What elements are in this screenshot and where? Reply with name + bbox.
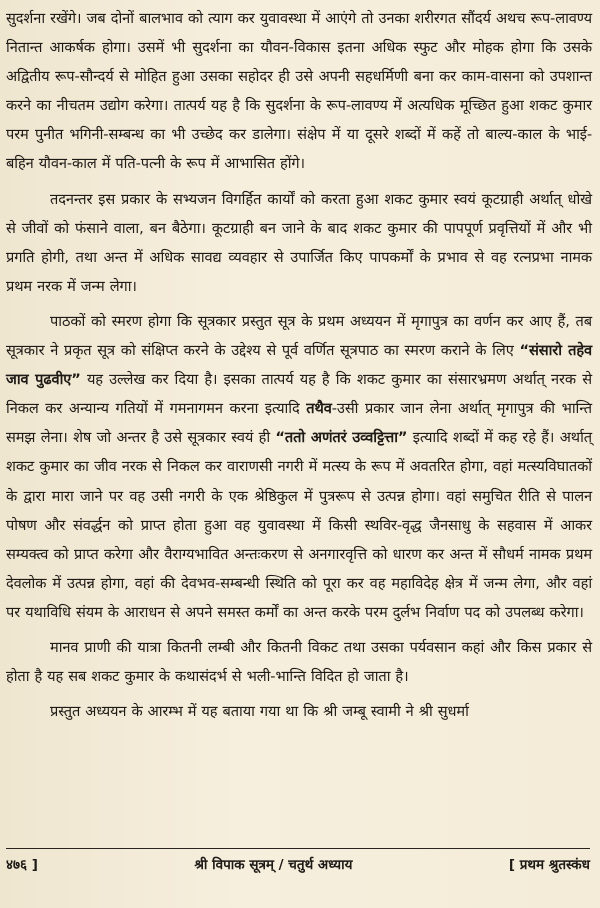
section-label: [ प्रथम श्रुतस्कंध [508, 857, 590, 873]
paragraph-5 [6, 697, 592, 726]
page-number: ४७६ ] [6, 857, 38, 873]
running-title: श्री विपाक सूत्रम् / चतुर्थ अध्याय [194, 857, 353, 873]
paragraph-3 [6, 307, 592, 627]
bold-text-segment: “संसारो तहेव जाव पुढवीए” [6, 342, 592, 389]
page-footer [6, 848, 590, 873]
text-segment: इत्यादि शब्दों में कह रहे हैं। अर्थात् शकट कुमार का जीव नरक से निकल कर वाराणसी नगरी में मत्स्य के रूप में अवतरित होगा, वहां मत्स्यविघातकों के द्वारा मारा जाने पर वह उसी नगरी के एक श्रेष्ठिकुल में पुत्ररूप से उत्पन्न होगा। वहां समुचित रीति से पालन पोषण और संवर्द्धन को प्राप्त होता हुआ वह युवावस्था में किसी स्थविर-वृद्ध जैनसाधु के सहवास में आकर सम्यक्त्व को प्राप्त करेगा और वैराग्यभावित अन्तःकरण से अनगारवृत्ति को धारण कर अन्त में सौधर्म नामक प्रथम देवलोक में उत्पन्न होगा, वहां की देवभव-सम्बन्धी स्थिति को पूरा कर वह महाविदेह क्षेत्र में जन्म लेगा, और वहां पर यथाविधि संयम के आराधन से अपने समस्त कर्मों का अन्त करके परम दुर्लभ निर्वाण पद को उपलब्ध करेगा। [6, 429, 592, 621]
text-segment: सुदर्शना रखेंगे। जब दोनों बालभाव को त्याग कर युवावस्था में आएंगे तो उनका शरीरगत सौंदर्य अथच रूप-लावण्य नितान्त आकर्षक होगा। उसमें भी सुदर्शना का यौवन-विकास इतना अधिक स्फुट और मोहक होगा कि उसके अद्वितीय रूप-सौन्दर्य से मोहित हुआ उसका सहोदर ही उसे अपनी सहधर्मिणी बना कर काम-वासना को उपशान्त करने का नीचतम उद्योग करेगा। तात्पर्य यह है कि सुदर्शना के रूप-लावण्य में अत्यधिक मूच्छित हुआ शकट कुमार परम पुनीत भगिनी-सम्बन्ध का भी उच्छेद कर डालेगा। संक्षेप में या दूसरे शब्दों में कहें तो बाल्य-काल के भाई-बहिन यौवन-काल में पति-पत्नी के रूप में आभासित होंगे। [6, 10, 592, 173]
bold-text-segment: तथैव [306, 400, 332, 418]
bold-text-segment: “ततो अणंतरं उव्वट्टित्ता” [275, 429, 408, 447]
text-segment: -उसी प्रकार जान लेना अर्थात् मृगापुत्र की भान्ति समझ लेना। शेष जो अन्तर है उसे सूत्रकार स्वयं ही [6, 400, 593, 447]
paragraph-2 [6, 185, 592, 301]
text-segment: मानव प्राणी की यात्रा कितनी लम्बी और कितनी विकट तथा उसका पर्यवसान कहां और किस प्रकार से होता है यह सब शकट कुमार के कथासंदर्भ से भली-भान्ति विदित हो जाता है। [6, 638, 592, 686]
paragraph-1 [6, 4, 592, 179]
text-segment: प्रस्तुत अध्ययन के आरम्भ में यह बताया गया था कि श्री जम्बू स्वामी ने श्री सुधर्मा [50, 703, 469, 721]
paragraph-4 [6, 633, 592, 691]
text-segment: पाठकों को स्मरण होगा कि सूत्रकार प्रस्तुत सूत्र के प्रथम अध्ययन में मृगापुत्र का वर्णन कर आए हैं, तब सूत्रकार ने प्रकृत सूत्र को संक्षिप्त करने के उद्देश्य से पूर्व वर्णित सूत्रपाठ का स्मरण कराने के लिए [6, 312, 592, 360]
body-text [6, 4, 592, 726]
text-segment: तदनन्तर इस प्रकार के सभ्यजन विगर्हित कार्यों को करता हुआ शकट कुमार स्वयं कूटग्राही अर्थात् धोखे से जीवों को फंसाने वाला, बन बैठेगा। कूटग्राही बन जाने के बाद शकट कुमार की पापपूर्ण प्रवृत्तियों में और भी प्रगति होगी, तथा अन्त में अधिक सावद्य व्यवहार से उपार्जित किए पापकर्मों के प्रभाव से वह रत्नप्रभा नामक प्रथम नरक में जन्म लेगा। [6, 190, 592, 295]
text-segment: यह उल्लेख कर दिया है। इसका तात्पर्य यह है कि शकट कुमार का संसारभ्रमण अर्थात् नरक से निकल कर अन्यान्य गतियों में गमनागमन करना इत्यादि [6, 371, 592, 418]
